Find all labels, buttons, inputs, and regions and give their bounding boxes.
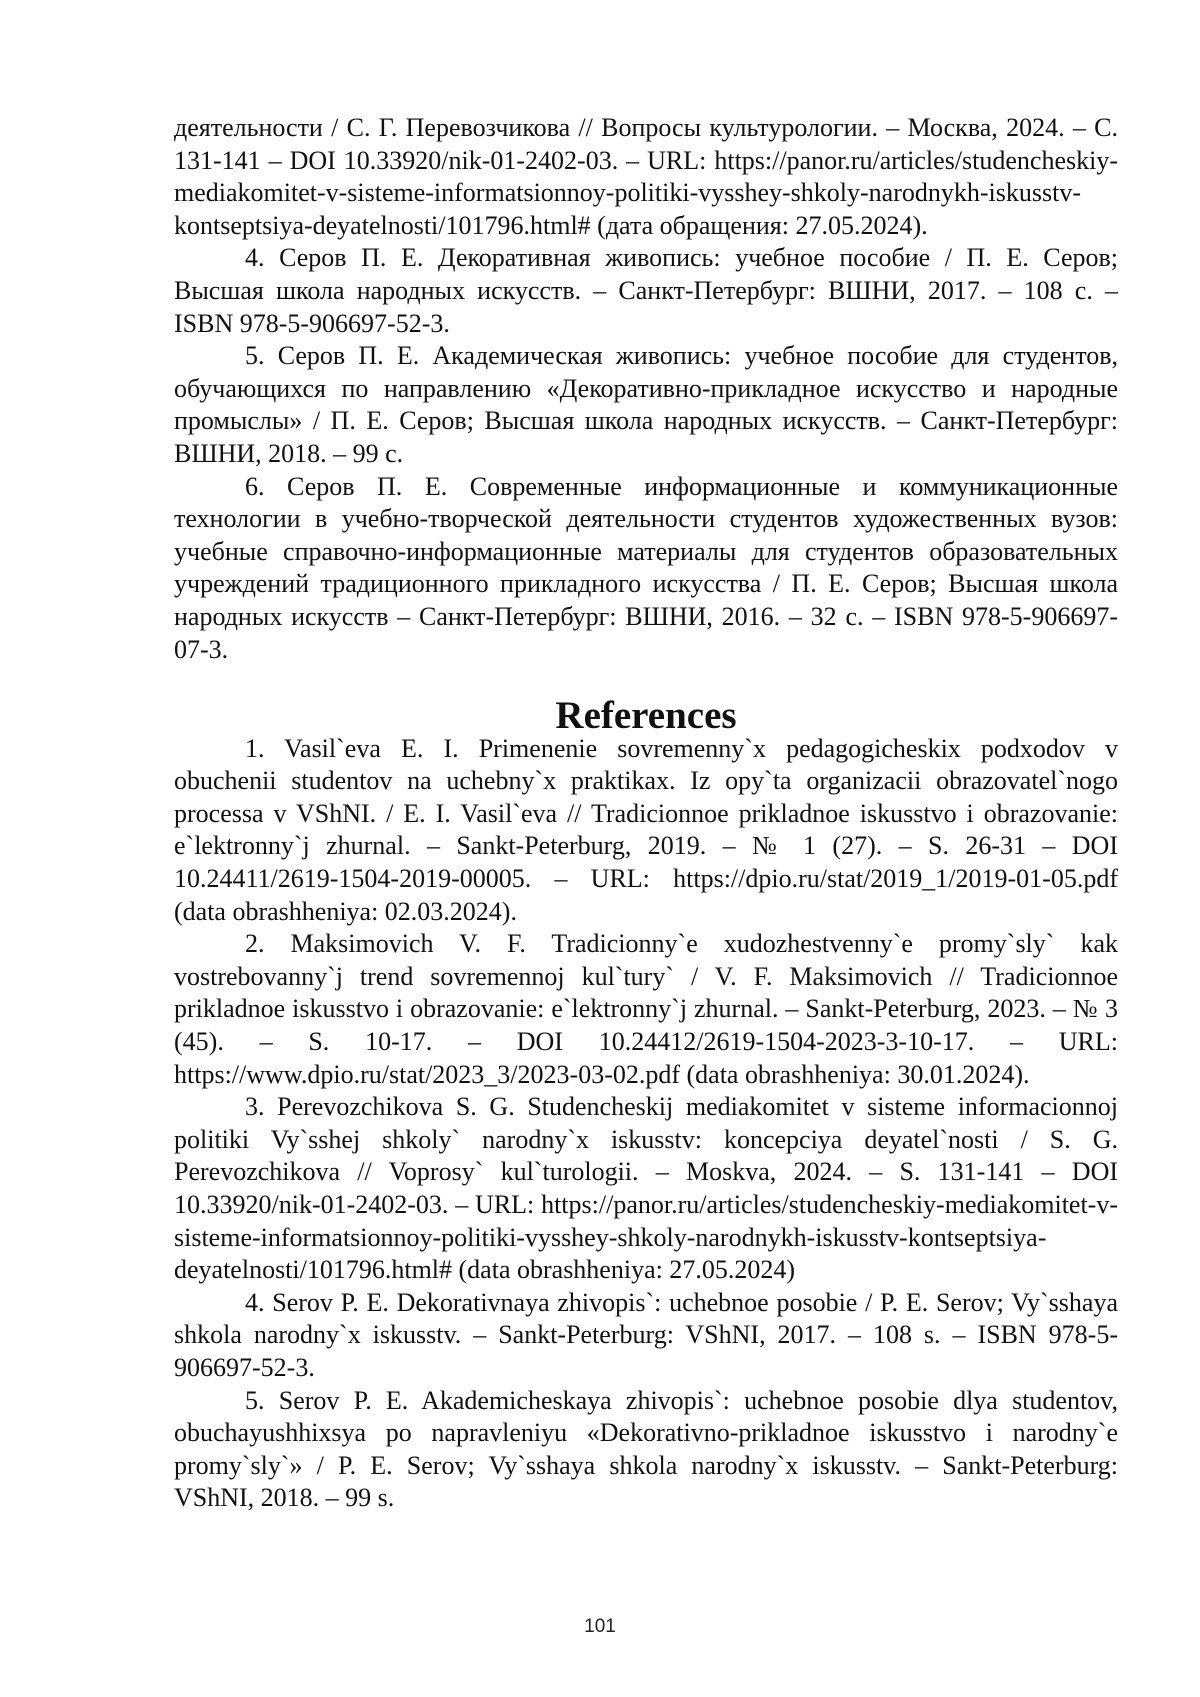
- page-body: [174, 112, 1118, 1515]
- reference-ru-3-continued: деятельности / С. Г. Перевозчикова // Вопросы культурологии. – Москва, 2024. – С. 131-141 – DOI 10.33920/nik-01-2402-03. – URL: https://panor.ru/articles/studencheskiy-mediakomitet-v-sisteme-informatsionnoy-politiki-vysshey-shkoly-narodnykh-iskusstv-kontseptsiya-deyatelnosti/101796.html# (дата обращения: 27.05.2024).: [174, 113, 1118, 240]
- reference-en-3: 3. Perevozchikova S. G. Studencheskij mediakomitet v sisteme informacionnoj politiki Vy`sshej shkoly` narodny`x iskusstv: koncepciya deyatel`nosti / S. G. Perevozchikova // Voprosy` kul`turologii. – Moskva, 2024. – S. 131-141 – DOI 10.33920/nik-01-2402-03. – URL: https://panor.ru/articles/studencheskiy-mediakomitet-v-sisteme-informatsionnoy-politiki-vysshey-shkoly-narodnykh-iskusstv-kontseptsiya-deyatelnosti/101796.html# (data obrashheniya: 27.05.2024): [174, 1092, 1118, 1285]
- references-heading: References: [555, 694, 737, 738]
- reference-en-1: 1. Vasil`eva E. I. Primenenie sovremenny`x pedagogicheskix podxodov v obuchenii studentov na uchebny`x praktikax. Iz opy`ta organizacii obrazovatel`nogo processa v VShNI. / E. I. Vasil`eva // Tradicionnoe prikladnoe iskusstvo i obrazovanie: e`lektronny`j zhurnal. – Sankt-Peterburg, 2019. – № 1 (27). – S. 26-31 – DOI 10.24411/2619-1504-2019-00005. – URL: https://dpio.ru/stat/2019_1/2019-01-05.pdf (data obrashheniya: 02.03.2024).: [174, 733, 1118, 926]
- reference-ru-5: 5. Серов П. Е. Академическая живопись: учебное пособие для студентов, обучающихся по направлению «Декоративно-прикладное искусство и народные промыслы» / П. Е. Серов; Высшая школа народных искусств. – Санкт-Петербург: ВШНИ, 2018. – 99 с.: [174, 341, 1118, 468]
- page-number: 101: [584, 1616, 616, 1637]
- reference-en-2: 2. Maksimovich V. F. Tradicionny`e xudozhestvenny`e promy`sly` kak vostrebovanny`j trend sovremennoj kul`tury` / V. F. Maksimovich // Tradicionnoe prikladnoe iskusstvo i obrazovanie: e`lektronny`j zhurnal. – Sankt-Peterburg, 2023. – № 3 (45). – S. 10-17. – DOI 10.24412/2619-1504-2023-3-10-17. – URL: https://www.dpio.ru/stat/2023_3/2023-03-02.pdf (data obrashheniya: 30.01.2024).: [174, 929, 1118, 1089]
- reference-ru-6: 6. Серов П. Е. Современные информационные и коммуникационные технологии в учебно-творческой деятельности студентов художественных вузов: учебные справочно-информационные материалы для студентов образовательных учреждений традиционного прикладного искусства / П. Е. Серов; Высшая школа народных искусств – Санкт-Петербург: ВШНИ, 2016. – 32 с. – ISBN 978-5-906697-07-3.: [174, 471, 1118, 664]
- reference-en-5: 5. Serov P. E. Akademicheskaya zhivopis`: uchebnoe posobie dlya studentov, obuchayushhixsya po napravleniyu «Dekorativno-prikladnoe iskusstvo i narodny`e promy`sly`» / P. E. Serov; Vy`sshaya shkola narodny`x iskusstv. – Sankt-Peterburg: VShNI, 2018. – 99 s.: [174, 1385, 1118, 1513]
- reference-en-4: 4. Serov P. E. Dekorativnaya zhivopis`: uchebnoe posobie / P. E. Serov; Vy`sshaya shkola narodny`x iskusstv. – Sankt-Peterburg: VShNI, 2017. – 108 s. – ISBN 978-5-906697-52-3.: [174, 1287, 1118, 1382]
- reference-ru-4: 4. Серов П. Е. Декоративная живопись: учебное пособие / П. Е. Серов; Высшая школа народных искусств. – Санкт-Петербург: ВШНИ, 2017. – 108 с. – ISBN 978-5-906697-52-3.: [174, 243, 1118, 338]
